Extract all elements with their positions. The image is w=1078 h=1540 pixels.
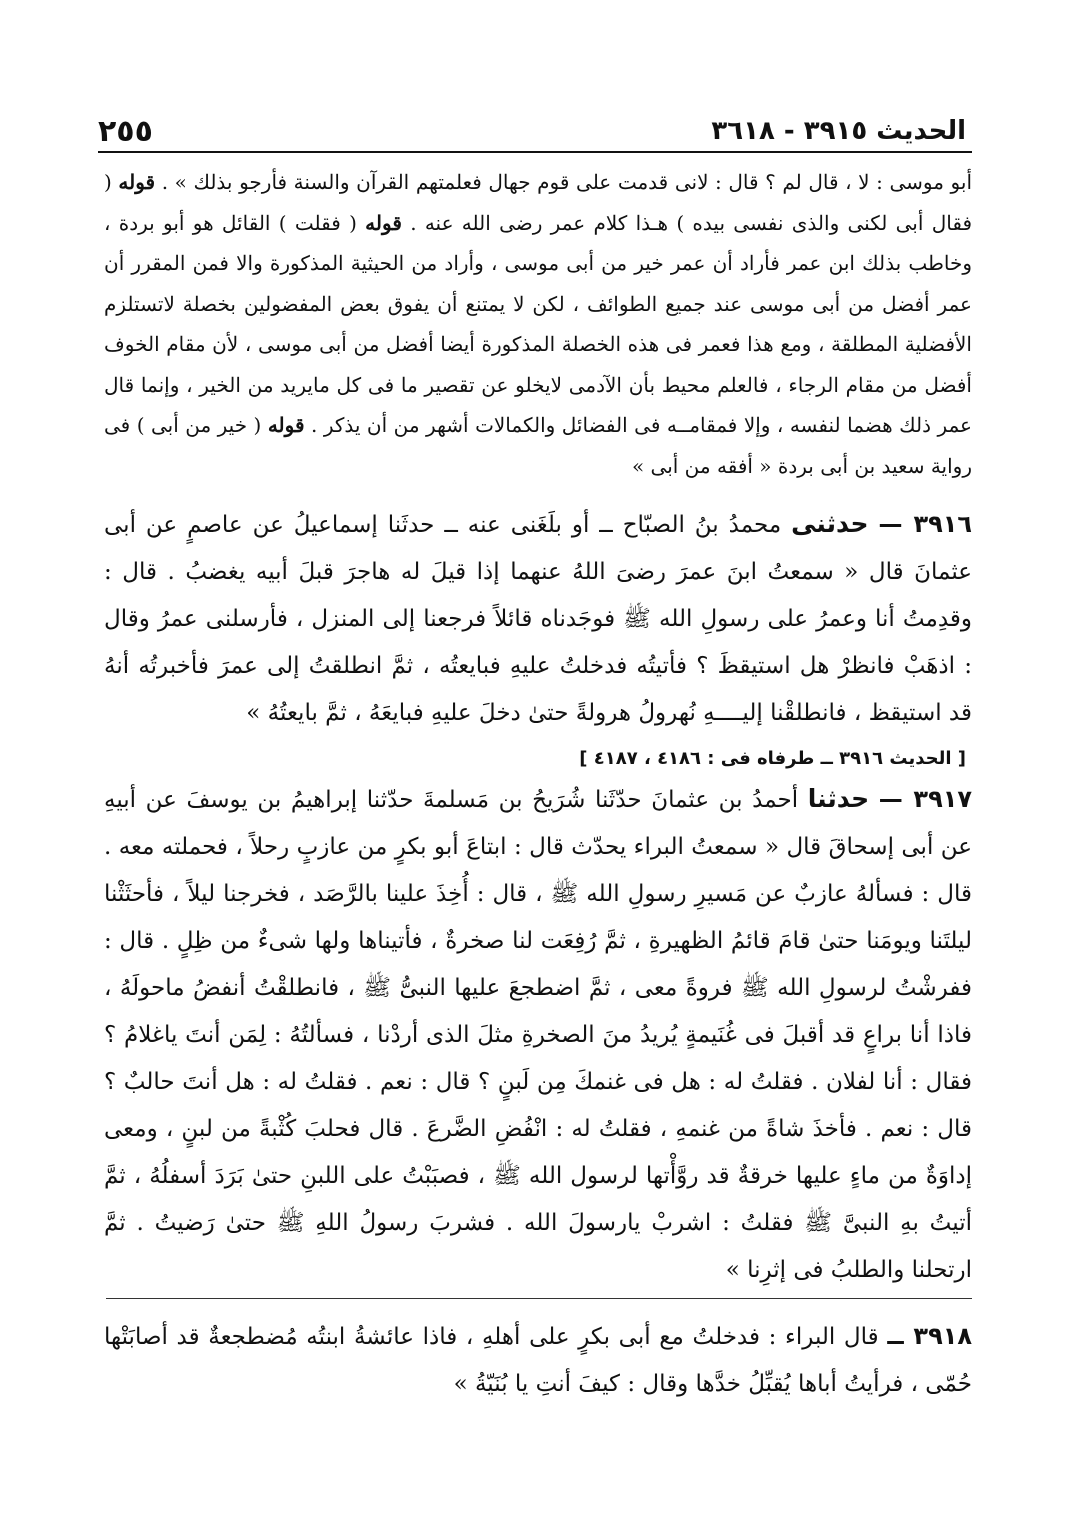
commentary-keyword: قوله <box>365 210 402 235</box>
hadith-number: ٣٩١٦ — <box>878 510 973 538</box>
page-header <box>98 112 966 152</box>
commentary-block <box>104 162 972 486</box>
crossref-3916: [ الحديث ٣٩١٦ ــ طرفاه فى : ٤١٨٦ ، ٤١٨٧ ] <box>579 748 966 769</box>
commentary-keyword: قوله <box>118 170 156 194</box>
hadith-3918 <box>104 1313 972 1408</box>
running-title: الحديث ٣٩١٥ - ٣٦١٨ <box>711 116 966 146</box>
commentary-keyword: قوله <box>267 413 305 437</box>
hadith-3916 <box>104 500 972 737</box>
hadith-number: ٣٩١٨ ــ <box>887 1322 973 1350</box>
hadith-text: قال البراء : فدخلتُ مع أبى بكرٍ على أهلهِ ، فاذا عائشةُ ابنتُه مُضطجعةٌ قد أصابَتْها حُمّى ، فرأيتُ أباها يُقبِّلُ خدَّها وقال : كيفَ أنتِ يا بُنَيّةُ » <box>104 1324 972 1397</box>
hadith-keyword: حدثنا <box>807 784 870 813</box>
hadith-text: محمدُ بنُ الصبّاح ــ أو بلَغَنى عنه ــ حدثَنا إسماعيلُ عن عاصمٍ عن أبى عثمانَ قال « سمعتُ ابنَ عمرَ رضىَ اللهُ عنهما إذا قيلَ له هاجرَ قبلَ أبيه يغضبُ . قال : وقدِمتُ أنا وعمرُ على رسولِ الله ﷺ فوجَدناه قائلاً فرجعنا إلى المنزل ، فأرسلنى عمرُ وقال : اذهَبْ فانظرْ هل استيقظَ ؟ فأتيتُه فدخلتُ عليهِ فبايعتُه ، ثمَّ انطلقتُ إلى عمرَ فأخبرتُه أنهُ قد استيقظ ، فانطلقْنا إليــــهِ نُهرولُ هرولةً حتىٰ دخلَ عليهِ فبايعَهُ ، ثمَّ بايعتُهُ » <box>104 512 972 726</box>
commentary-text: ( فقلت ) القائل هو أبو بردة ، وخاطب بذلك ابن عمر فأراد أن عمر خير من أبى موسى ، وأراد من الحيثية المذكورة والا فمن المقرر أن عمر أفضل من أبى موسى عند جميع الطوائف ، لكن لا يمتنع أن يفوق بعض المفضولين بخصلة لاتستلزم الأفضلية المطلقة ، ومع هذا فعمر فى هذه الخصلة المذكورة أيضا أفضل من أبى موسى ، لأن مقام الخوف أفضل من مقام الرجاء ، فالعلم محيط بأن الآدمى لايخلو عن تقصير ما فى كل مايريد من الخير ، وإنما قال عمر ذلك هضما لنفسه ، وإلا فمقامــه فى الفضائل والكمالات أشهر من أن يذكر . <box>104 210 972 437</box>
hadith-text: أحمدُ بن عثمانَ حدّثَنا شُرَيحُ بن مَسلمةَ حدّثنا إبراهيمُ بن يوسفَ عن أبيهِ عن أبى إسحاقَ قال « سمعتُ البراء يحدّث قال : ابتاعَ أبو بكرٍ من عازبٍ رحلاً ، فحملته معه . قال : فسألهُ عازبٌ عن مَسيرِ رسولِ الله ﷺ ، قال : أُخِذَ علينا بالرَّصَد ، فخرجنا ليلاً ، فأحثَثْنا ليلتَنا ويومَنا حتىٰ قامَ قائمُ الظهيرةِ ، ثمَّ رُفِعَت لنا صخرةٌ ، فأتيناها ولها شىءٌ من ظِلٍ . قال : ففرشْتُ لرسولِ الله ﷺ فروةً معى ، ثمَّ اضطجعَ عليها النبىُّ ﷺ ، فانطلقْتُ أنفضُ ماحولَهُ ، فاذا أنا براعٍ قد أقبلَ فى غُنَيمةٍ يُريدُ منَ الصخرةِ مثلَ الذى أردْنا ، فسألتُهُ : لِمَن أنتَ ياغلامُ ؟ فقال : أنا لفلان . فقلتُ له : هل فى غنمكَ مِن لَبنٍ ؟ قال : نعم . فقلتُ له : هل أنتَ حالبٌ ؟ قال : نعم . فأخذَ شاةً من غنمهِ ، فقلتُ له : انْفُضِ الضَّرعَ . قال فحلبَ كُثْبةً من لبنٍ ، ومعى إداوَةٌ من ماءٍ عليها خرقةٌ قد روَّأْتها لرسول الله ﷺ ، فصبَبْتُ على اللبنِ حتىٰ بَرَدَ أسفلُهُ ، ثمَّ أتيتُ بهِ النبىَّ ﷺ فقلتُ : اشربْ يارسولَ الله . فشربَ رسولُ اللهِ ﷺ حتىٰ رَضيتُ . ثمَّ ارتحلنا والطلبُ فى إثرِنا » <box>104 787 972 1283</box>
commentary-text: ( فقال أبى لكنى والذى نفسى بيده ) هـذا كلام عمر رضى الله عنه . <box>104 170 973 235</box>
commentary-text: ( خير من أبى ) فى رواية سعيد بن أبى بردة « أفقه من أبى » <box>104 413 972 478</box>
commentary-text: أبو موسى : لا ، قال لم ؟ قال : لانى قدمت على قوم جهال فعلمتهم القرآن والسنة فأرجو بذلك » . <box>161 170 973 194</box>
hadith-number: ٣٩١٧ — <box>878 785 973 813</box>
page-number: ٢٥٥ <box>98 114 153 149</box>
header-rule <box>98 151 972 153</box>
hadith-3917 <box>104 775 972 1294</box>
page-body <box>104 162 972 1408</box>
hadith-keyword: حدثنى <box>791 509 869 538</box>
